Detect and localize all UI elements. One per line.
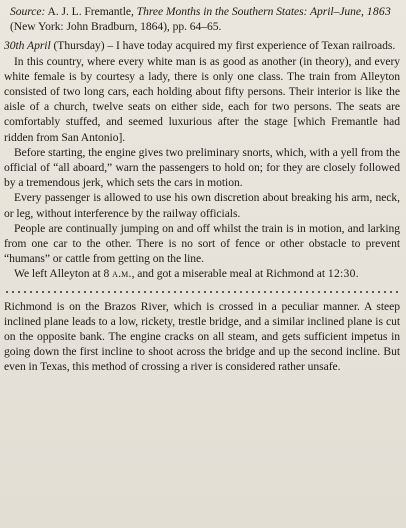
entry-date: 30th April: [4, 39, 51, 53]
paragraph-passenger: Every passenger is allowed to use his own discretion about breaking his arm, neck, or leg, without interference by the railway officials.: [4, 191, 400, 220]
entry-opening-text: – I have today acquired my first experience of Texan railroads.: [107, 39, 396, 53]
time-am: a.m.: [112, 267, 132, 281]
source-year: 1863: [366, 5, 392, 18]
alleyton-text: We left Alleyton at 8: [14, 267, 110, 281]
paragraph-alleyton: [4, 266, 400, 281]
source-label: Source:: [10, 5, 46, 18]
paragraph-class: In this country, where every white man is as good as another (in theory), and every white female is by courtesy a lady, there is only one class. The train from Alleyton consisted of two long cars, each holding about fifty persons. Their interior is like the aisle of a church, twelve seats on either side, each for two persons. The seats are comfortably stuffed, and seemed luxurious after the stage [which Fremantle had ridden from San Antonio].: [4, 54, 400, 144]
section-separator: [4, 291, 400, 293]
source-author: A. J. L. Fremantle,: [47, 5, 134, 18]
paragraph-richmond: Richmond is on the Brazos River, which is crossed in a peculiar manner. A steep inclined plane leads to a low, rickety, trestle bridge, and a similar inclined plane is cut on the opposite bank. The engine cracks on all steam, and gets sufficient impetus in going down the first incline to shoot across the bridge and up the second incline. But even in Texas, this method of crossing a river is considered rather unsafe.: [4, 299, 400, 374]
paragraph-starting: Before starting, the engine gives two preliminary snorts, which, with a yell from the official of “all aboard,” warn the passengers to hold on; for they are closely followed by a tremendous jerk, which sets the cars in motion.: [4, 145, 400, 190]
entry-opening: [4, 38, 400, 53]
alleyton-middle: , and got a miserable meal at Richmond at: [131, 267, 325, 281]
closing-section: [4, 299, 400, 375]
entry-day: (Thursday): [53, 39, 105, 53]
source-title: Three Months in the Southern States: April–June,: [136, 5, 364, 18]
time-end: 12:30.: [327, 267, 359, 281]
source-citation: [10, 4, 400, 34]
diary-section: [4, 38, 400, 281]
source-publisher: (New York: John Bradburn, 1864), pp. 64–65.: [10, 20, 222, 34]
paragraph-people: People are continually jumping on and off whilst the train is in motion, and larking from one car to the other. There is no sort of fence or other obstacle to prevent “humans” or cattle from getting on the line.: [4, 221, 400, 266]
